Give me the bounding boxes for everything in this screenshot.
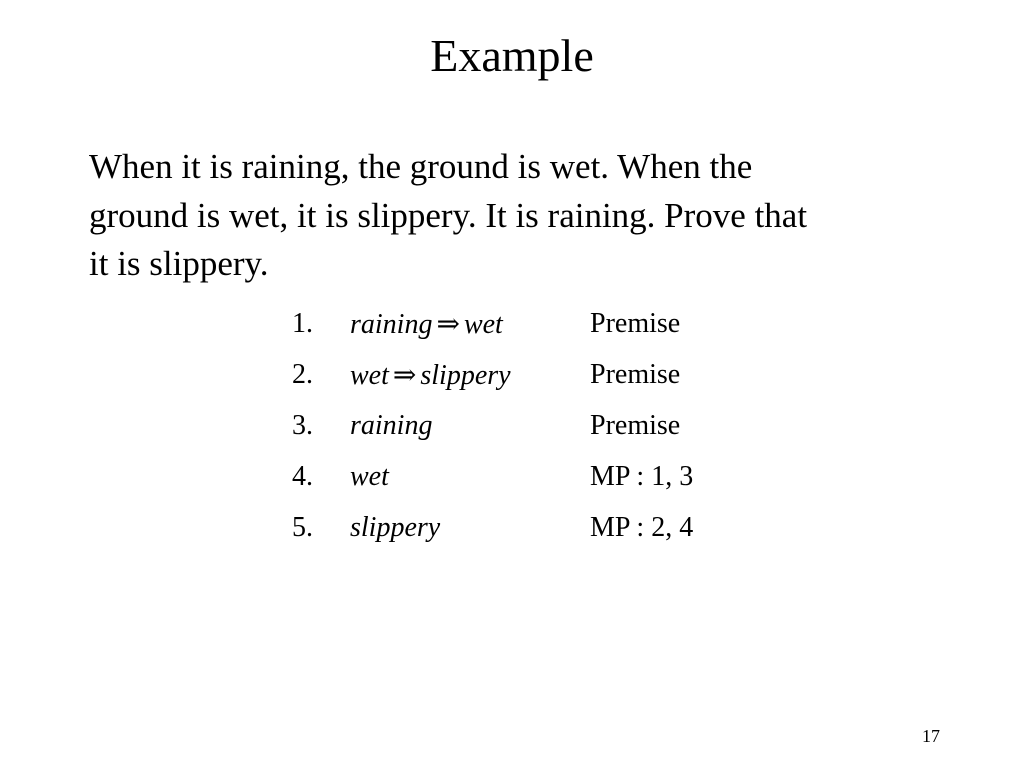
proof-step bbox=[292, 451, 693, 502]
step-expression bbox=[350, 298, 590, 349]
step-justification: MP : 2, 4 bbox=[590, 511, 694, 543]
step-justification: Premise bbox=[590, 358, 681, 390]
proof-step bbox=[292, 502, 693, 553]
expression-antecedent: raining bbox=[350, 308, 433, 340]
proof-step bbox=[292, 400, 693, 451]
page-number: 17 bbox=[922, 726, 940, 746]
expression-consequent: wet bbox=[463, 308, 503, 340]
step-expression bbox=[350, 349, 590, 400]
implies-arrow-icon: ⇒ bbox=[436, 308, 460, 340]
step-justification: Premise bbox=[590, 307, 681, 339]
problem-statement: When it is raining, the ground is wet. When the ground is wet, it is slippery. It is raining. Prove that it is slippery. bbox=[89, 147, 808, 283]
slide-title: Example bbox=[430, 30, 594, 81]
expression-antecedent: wet bbox=[350, 460, 389, 492]
implies-arrow-icon: ⇒ bbox=[392, 359, 417, 391]
expression-consequent: slippery bbox=[420, 359, 511, 391]
expression-antecedent: slippery bbox=[350, 511, 441, 543]
step-number: 3. bbox=[292, 409, 313, 441]
step-expression bbox=[350, 502, 590, 553]
proof-step bbox=[292, 349, 693, 400]
step-number: 5. bbox=[292, 511, 313, 543]
step-number: 1. bbox=[292, 307, 313, 339]
step-expression bbox=[350, 400, 590, 451]
step-justification: Premise bbox=[590, 409, 681, 441]
step-number: 4. bbox=[292, 460, 313, 492]
step-justification: MP : 1, 3 bbox=[590, 460, 694, 492]
step-expression bbox=[350, 451, 590, 502]
proof-table bbox=[292, 298, 693, 553]
step-number: 2. bbox=[292, 358, 313, 390]
expression-antecedent: wet bbox=[350, 359, 389, 391]
proof-step bbox=[292, 298, 693, 349]
expression-antecedent: raining bbox=[350, 409, 433, 441]
